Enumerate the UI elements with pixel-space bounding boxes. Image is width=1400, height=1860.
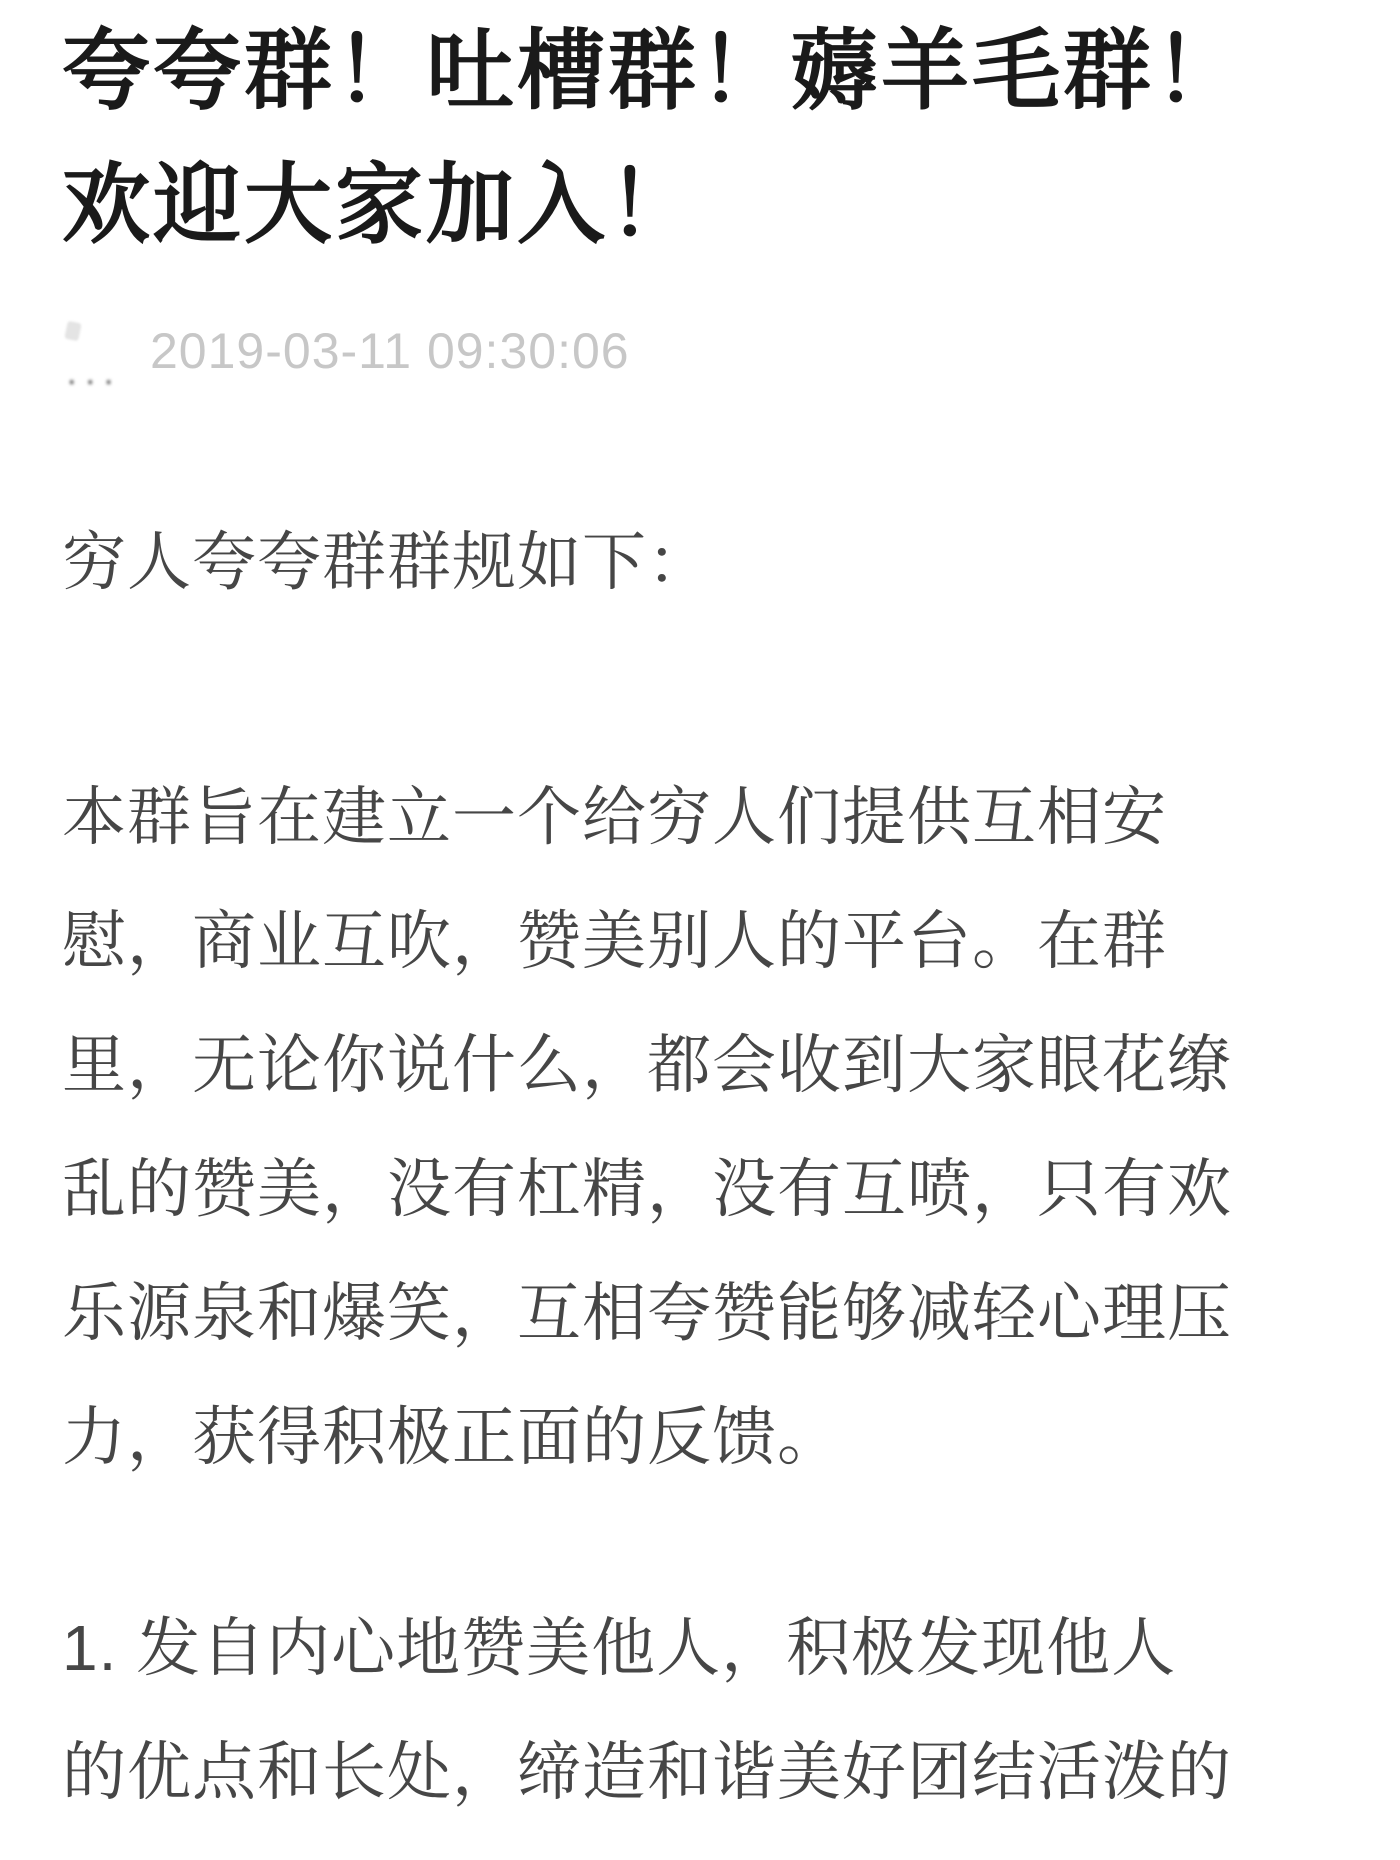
text-line: 1. 发自内心地赞美他人，积极发现他人	[62, 1612, 1177, 1684]
blurred-avatar-smudge	[64, 321, 81, 342]
text-line: 夸夸群！吐槽群！薅羊毛群！	[62, 21, 1246, 120]
text-line: 慰，商业互吹，赞美别人的平台。在群	[62, 905, 1167, 977]
text-line: 乐源泉和爆笑，互相夸赞能够减轻心理压	[62, 1277, 1232, 1349]
text-line: 欢迎大家加入！	[62, 155, 700, 254]
post-timestamp: 2019-03-11 09:30:06	[150, 323, 630, 379]
blurred-username-marks: ...	[67, 354, 123, 392]
text-line: 本群旨在建立一个给穷人们提供互相安	[62, 781, 1167, 853]
text-line: 乱的赞美，没有杠精，没有互喷，只有欢	[62, 1153, 1232, 1225]
rules-intro-paragraph	[62, 500, 1372, 624]
text-line: 穷人夸夸群群规如下：	[62, 526, 712, 598]
text-line: 里，无论你说什么，都会收到大家眼花缭	[62, 1029, 1232, 1101]
text-line: 力，获得积极正面的反馈。	[62, 1401, 842, 1473]
rule-1-paragraph	[62, 1586, 1372, 1834]
group-purpose-paragraph	[62, 755, 1372, 1499]
post-meta-row	[62, 316, 1362, 406]
post-title	[62, 4, 1362, 272]
text-line: 的优点和长处，缔造和谐美好团结活泼的	[62, 1736, 1232, 1808]
